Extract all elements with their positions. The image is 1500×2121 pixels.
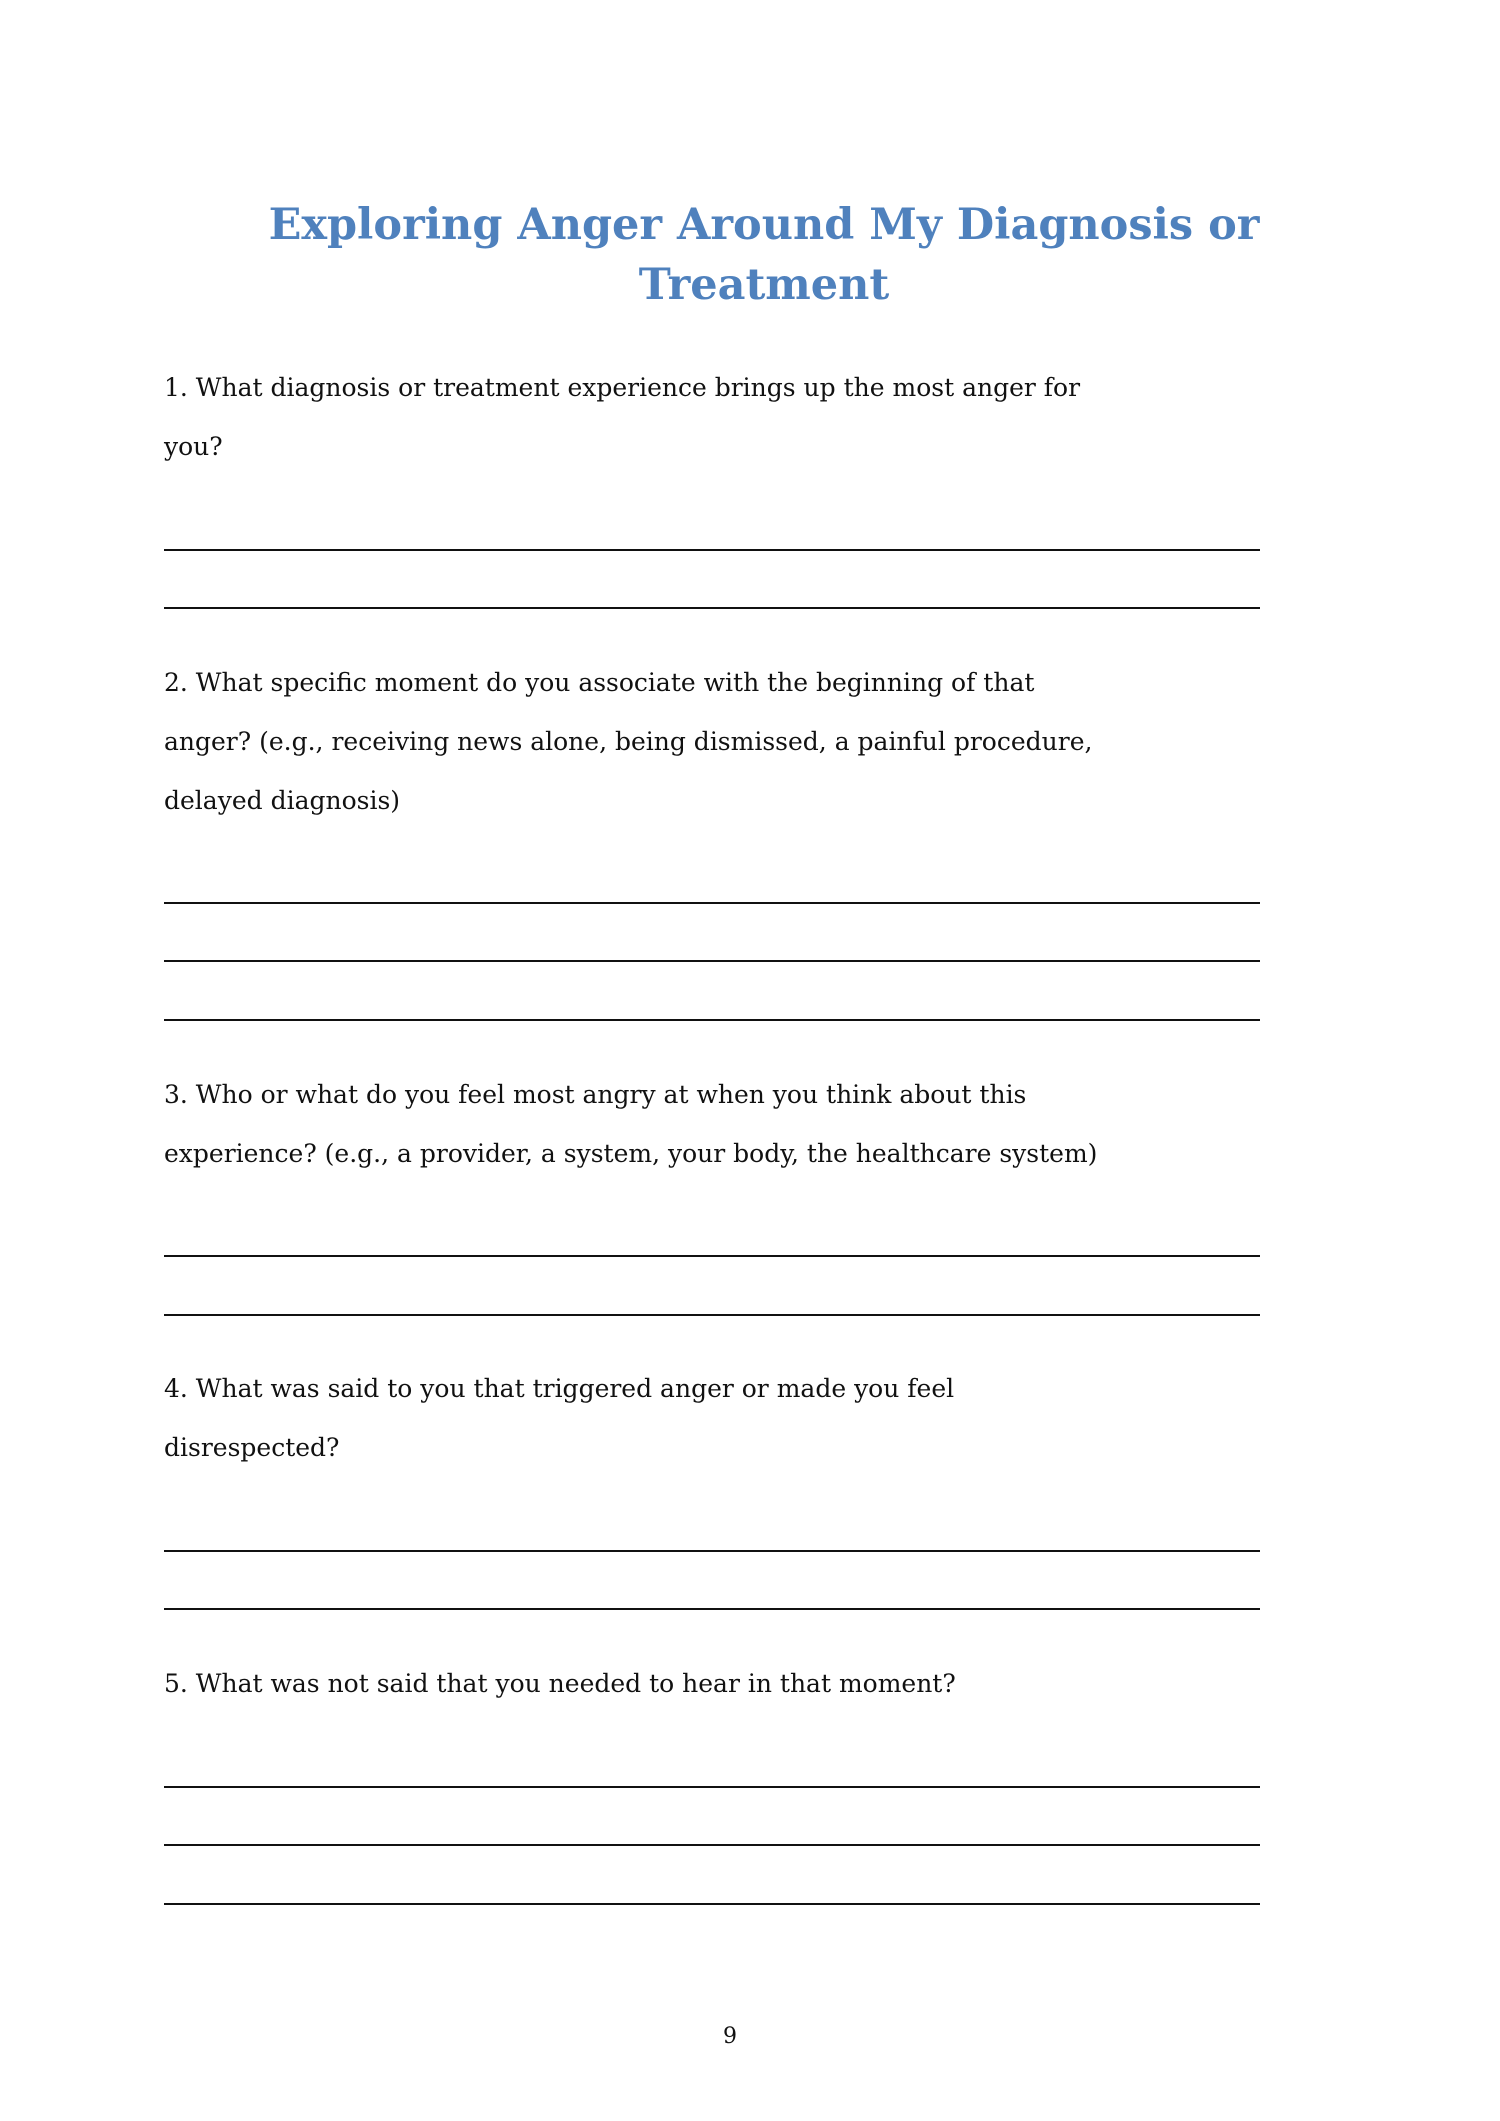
question-text: disrespected? — [164, 1433, 340, 1462]
question-text: 3. Who or what do you feel most angry at when you think about this — [164, 1080, 1027, 1109]
answer-line[interactable] — [164, 1844, 1260, 1846]
page-title-line-1: Exploring Anger Around My Diagnosis or — [268, 200, 1260, 250]
question-text: anger? (e.g., receiving news alone, being dismissed, a painful procedure, — [164, 727, 1093, 756]
question-text: 5. What was not said that you needed to hear in that moment? — [164, 1669, 956, 1698]
question-1 — [164, 358, 1304, 476]
answer-line[interactable] — [164, 960, 1260, 962]
page-number: 9 — [723, 2024, 737, 2049]
question-2 — [164, 653, 1304, 830]
question-text: 4. What was said to you that triggered anger or made you feel — [164, 1374, 955, 1403]
answer-line[interactable] — [164, 902, 1260, 904]
answer-line[interactable] — [164, 1314, 1260, 1316]
question-text: delayed diagnosis) — [164, 786, 401, 815]
question-4 — [164, 1359, 1304, 1477]
question-text: 1. What diagnosis or treatment experience brings up the most anger for — [164, 373, 1081, 402]
page-title-line-2: Treatment — [638, 260, 890, 310]
question-5 — [164, 1654, 1304, 1713]
answer-line[interactable] — [164, 1019, 1260, 1021]
answer-line[interactable] — [164, 1903, 1260, 1905]
question-3 — [164, 1065, 1304, 1183]
question-text: 2. What specific moment do you associate with the beginning of that — [164, 668, 1035, 697]
answer-line[interactable] — [164, 1255, 1260, 1257]
answer-line[interactable] — [164, 607, 1260, 609]
answer-line[interactable] — [164, 549, 1260, 551]
answer-line[interactable] — [164, 1786, 1260, 1788]
question-text: you? — [164, 432, 223, 461]
answer-line[interactable] — [164, 1608, 1260, 1610]
answer-line[interactable] — [164, 1550, 1260, 1552]
question-text: experience? (e.g., a provider, a system, your body, the healthcare system) — [164, 1139, 1098, 1168]
